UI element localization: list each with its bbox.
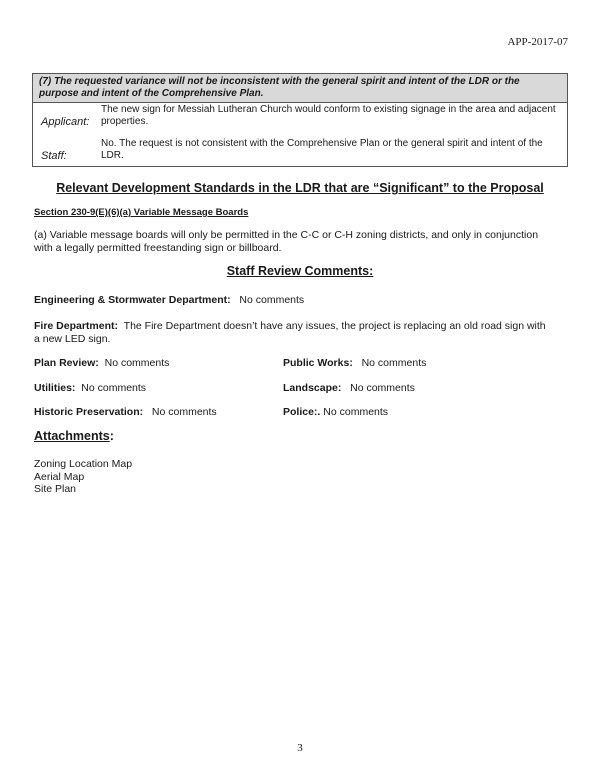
applicant-row xyxy=(33,103,567,129)
attachment-item: Zoning Location Map xyxy=(34,458,133,470)
section-text: (a) Variable message boards will only be permitted in the C-C or C-H zoning districts, and only in conjunction with a legally permitted freestanding sign or billboard. xyxy=(34,229,539,254)
utilities-text: No comments xyxy=(81,382,147,394)
police-text: No comments xyxy=(323,406,389,418)
staff-row xyxy=(33,129,567,166)
engineering-label: Engineering & Stormwater Department: xyxy=(34,294,231,306)
public-works-label: Public Works: xyxy=(283,357,353,369)
criterion-table xyxy=(32,73,568,167)
standards-heading: Relevant Development Standards in the LDR that are “Significant” to the Proposal xyxy=(56,181,544,195)
page-number: 3 xyxy=(297,742,303,754)
staff-review-heading: Staff Review Comments: xyxy=(226,264,374,278)
document-number: APP-2017-07 xyxy=(507,36,568,48)
applicant-text: The new sign for Messiah Lutheran Church would conform to existing signage in the area and adjacent properties. xyxy=(101,104,556,127)
attachments-list xyxy=(34,458,554,496)
landscape-text: No comments xyxy=(350,382,415,394)
staff-label: Staff: xyxy=(41,150,67,162)
police-label: Police:. xyxy=(283,406,321,418)
utilities-label: Utilities: xyxy=(34,382,76,394)
historic-label: Historic Preservation: xyxy=(34,406,144,418)
section-title: Section 230-9(E)(6)(a) Variable Message Boards xyxy=(34,207,249,218)
applicant-label: Applicant: xyxy=(41,116,90,128)
public-works-text: No comments xyxy=(361,357,427,369)
criterion-heading: (7) The requested variance will not be inconsistent with the general spirit and intent of the LDR or the purpose and intent of the Comprehensive Plan. xyxy=(33,74,567,103)
engineering-text: No comments xyxy=(239,294,305,306)
attachment-item: Site Plan xyxy=(34,483,77,495)
historic-text: No comments xyxy=(151,406,217,418)
plan-review-text: No comments xyxy=(104,357,170,369)
fire-text: The Fire Department doesn’t have any issues, the project is replacing an old road sign with a new LED sign. xyxy=(34,320,546,345)
fire-label: Fire Department: xyxy=(34,320,119,332)
landscape-label: Landscape: xyxy=(283,382,342,394)
plan-review-label: Plan Review: xyxy=(34,357,99,369)
attachments-heading: Attachments xyxy=(34,429,110,443)
attachment-item: Aerial Map xyxy=(34,470,85,483)
staff-text: No. The request is not consistent with the Comprehensive Plan or the general spirit and intent of the LDR. xyxy=(101,138,543,161)
attachments-colon: : xyxy=(109,429,114,443)
